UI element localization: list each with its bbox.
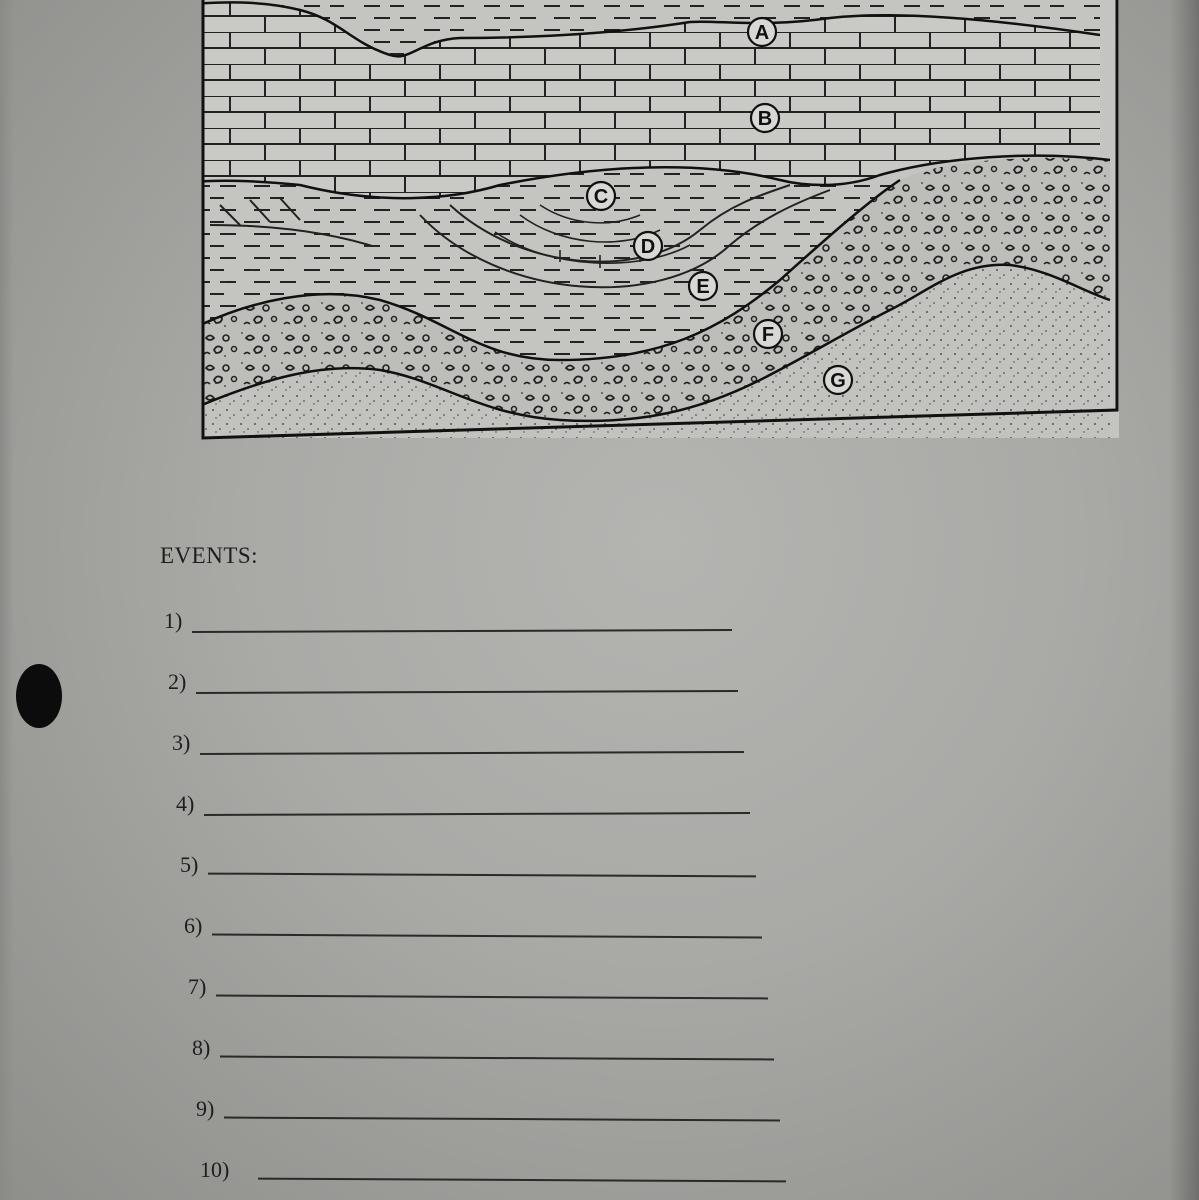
event-number: 3): [172, 730, 191, 755]
event-row: [180, 852, 800, 882]
event-answer-line[interactable]: [208, 873, 756, 878]
event-answer-line[interactable]: [216, 995, 768, 1000]
layer-label-g: [824, 366, 852, 394]
layer-label-a: [748, 18, 776, 46]
event-number: 5): [180, 852, 199, 877]
svg-text:E: E: [696, 276, 710, 298]
layer-label-f: [754, 320, 782, 348]
layer-label-b: [751, 104, 779, 132]
event-answer-line[interactable]: [204, 812, 750, 816]
event-number: 7): [188, 974, 207, 999]
event-row: [188, 974, 808, 1004]
event-number: 8): [192, 1035, 211, 1060]
event-number: 9): [196, 1096, 215, 1121]
event-answer-line[interactable]: [224, 1117, 780, 1122]
event-row: [176, 791, 796, 821]
svg-text:A: A: [754, 22, 770, 44]
event-row: [184, 913, 804, 943]
event-answer-line[interactable]: [200, 751, 744, 755]
event-number: 6): [184, 913, 203, 938]
event-row: [168, 669, 788, 699]
geologic-cross-section: [0, 0, 1199, 460]
binder-hole: [16, 664, 62, 728]
event-answer-line[interactable]: [258, 1178, 786, 1183]
event-row: [192, 1035, 812, 1065]
event-answer-line[interactable]: [220, 1056, 774, 1061]
events-heading: EVENTS:: [160, 543, 259, 568]
event-number: 2): [168, 669, 187, 694]
event-answer-line[interactable]: [212, 934, 762, 939]
svg-text:G: G: [830, 370, 846, 392]
event-answer-line[interactable]: [196, 690, 738, 694]
event-row: [172, 730, 792, 760]
layer-label-e: [689, 272, 717, 300]
svg-text:D: D: [640, 236, 656, 258]
layer-label-d: [634, 232, 662, 260]
event-row: [200, 1157, 820, 1187]
event-row: [164, 608, 784, 638]
svg-text:C: C: [593, 186, 609, 208]
event-number: 10): [200, 1157, 230, 1182]
layer-label-c: [587, 182, 615, 210]
svg-text:F: F: [761, 324, 775, 346]
event-answer-line[interactable]: [192, 629, 732, 633]
event-number: 4): [176, 791, 195, 816]
event-number: 1): [164, 608, 183, 633]
svg-text:B: B: [757, 108, 773, 130]
event-row: [196, 1096, 816, 1126]
